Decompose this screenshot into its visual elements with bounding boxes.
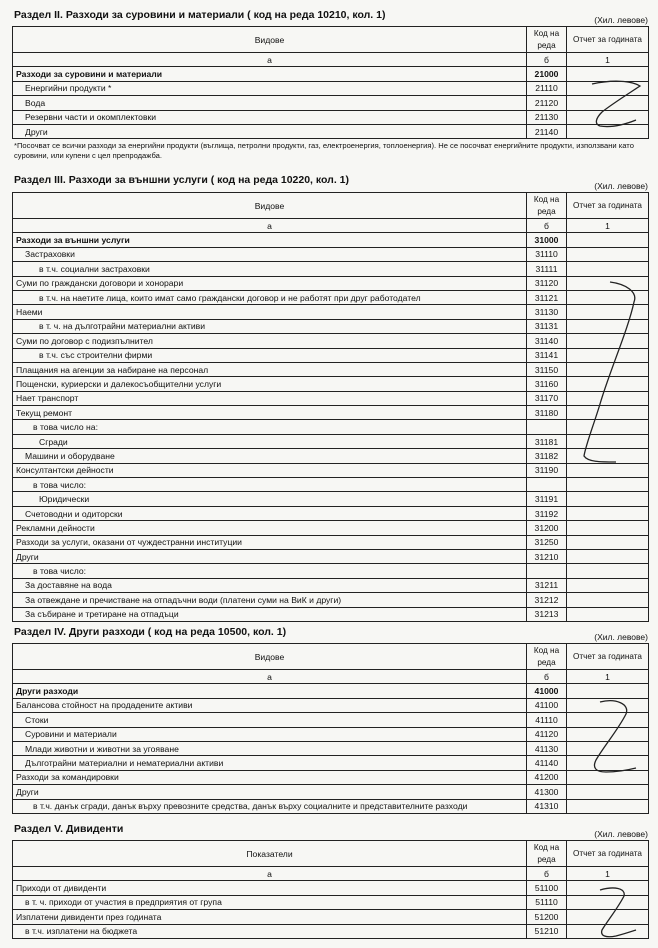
row-label: Счетоводни и одиторски	[13, 506, 527, 520]
row-label: в т.ч. социални застраховки	[13, 262, 527, 276]
table-row	[13, 881, 649, 895]
table-row	[13, 713, 649, 727]
row-label: Млади животни и животни за угояване	[13, 741, 527, 755]
row-label: Разходи за командировки	[13, 770, 527, 784]
table-row	[13, 334, 649, 348]
value-cell[interactable]	[567, 895, 649, 909]
value-cell[interactable]	[567, 81, 649, 95]
value-cell[interactable]	[567, 110, 649, 124]
row-code: 51110	[527, 895, 567, 909]
table-row	[13, 391, 649, 405]
row-code: 31210	[527, 549, 567, 563]
row-code: 31150	[527, 362, 567, 376]
section-5-title: Раздел V. Дивиденти	[14, 823, 124, 835]
row-label: Рекламни дейности	[13, 521, 527, 535]
header-name: Видове	[13, 644, 527, 670]
value-cell[interactable]	[567, 881, 649, 895]
row-code: 41200	[527, 770, 567, 784]
row-code: 21120	[527, 96, 567, 110]
row-label: Балансова стойност на продадените активи	[13, 698, 527, 712]
table-row	[13, 506, 649, 520]
table-row	[13, 434, 649, 448]
table-row	[13, 521, 649, 535]
table-row	[13, 348, 649, 362]
header-col-a: а	[13, 53, 527, 67]
section-5-unit: (Хил. левове)	[594, 829, 648, 839]
row-code: 31212	[527, 593, 567, 607]
row-label: Други	[13, 785, 527, 799]
value-cell[interactable]	[567, 924, 649, 938]
row-label: в това число на:	[13, 420, 527, 434]
row-label: Суми по договор с подизпълнител	[13, 334, 527, 348]
table-row	[13, 449, 649, 463]
row-code: 31170	[527, 391, 567, 405]
header-col-b: б	[527, 219, 567, 233]
value-cell[interactable]	[567, 67, 649, 81]
row-label: в т. ч. приходи от участия в предприятия от група	[13, 895, 527, 909]
row-label: в това число:	[13, 564, 527, 578]
table-row	[13, 535, 649, 549]
row-code: 51100	[527, 881, 567, 895]
row-label: в т.ч. със строителни фирми	[13, 348, 527, 362]
value-cell[interactable]	[567, 578, 649, 592]
header-col-a: а	[13, 670, 527, 684]
value-cell[interactable]	[567, 521, 649, 535]
value-cell[interactable]	[567, 391, 649, 405]
header-name: Видове	[13, 193, 527, 219]
table-row	[13, 785, 649, 799]
row-label: Стоки	[13, 713, 527, 727]
row-label: Машини и оборудване	[13, 449, 527, 463]
row-label: Разходи за суровини и материали	[13, 67, 527, 81]
row-label: За събиране и третиране на отпадъци	[13, 607, 527, 621]
header-col-a: а	[13, 867, 527, 881]
value-cell[interactable]	[567, 910, 649, 924]
row-code: 51200	[527, 910, 567, 924]
table-row	[13, 564, 649, 578]
table-row	[13, 81, 649, 95]
header-name: Видове	[13, 27, 527, 53]
value-cell[interactable]	[567, 741, 649, 755]
row-code: 31140	[527, 334, 567, 348]
value-cell[interactable]	[567, 564, 649, 578]
table-row	[13, 799, 649, 813]
table-row	[13, 290, 649, 304]
value-cell[interactable]	[567, 96, 649, 110]
header-report: Отчет за годината	[567, 644, 649, 670]
table-row	[13, 463, 649, 477]
table-row	[13, 770, 649, 784]
table-row	[13, 233, 649, 247]
row-label: Застраховки	[13, 247, 527, 261]
row-label: Плащания на агенции за набиране на персонал	[13, 362, 527, 376]
section-5-table	[12, 840, 649, 939]
row-label: в т. ч. на дълготрайни материални активи	[13, 319, 527, 333]
header-report: Отчет за годината	[567, 841, 649, 867]
value-cell[interactable]	[567, 334, 649, 348]
row-code: 41300	[527, 785, 567, 799]
row-label: Енергийни продукти *	[13, 81, 527, 95]
table-row	[13, 492, 649, 506]
row-code: 31110	[527, 247, 567, 261]
row-code: 41140	[527, 756, 567, 770]
row-label: Разходи за услуги, оказани от чуждестранни институции	[13, 535, 527, 549]
value-cell[interactable]	[567, 348, 649, 362]
row-code	[527, 564, 567, 578]
value-cell[interactable]	[567, 698, 649, 712]
section-2-unit: (Хил. левове)	[594, 15, 648, 25]
table-row	[13, 305, 649, 319]
value-cell[interactable]	[567, 785, 649, 799]
section-2-table	[12, 26, 649, 139]
header-col-1: 1	[567, 670, 649, 684]
row-label: Текущ ремонт	[13, 406, 527, 420]
value-cell[interactable]	[567, 549, 649, 563]
row-code: 31211	[527, 578, 567, 592]
row-label: Изплатени дивиденти през годината	[13, 910, 527, 924]
value-cell[interactable]	[567, 593, 649, 607]
table-row	[13, 262, 649, 276]
row-code: 31121	[527, 290, 567, 304]
value-cell[interactable]	[567, 247, 649, 261]
value-cell[interactable]	[567, 770, 649, 784]
row-code: 41000	[527, 684, 567, 698]
value-cell[interactable]	[567, 535, 649, 549]
row-label: Разходи за външни услуги	[13, 233, 527, 247]
section-2-title: Раздел II. Разходи за суровини и материали ( код на реда 10210, кол. 1)	[14, 9, 386, 21]
section-3-title: Раздел III. Разходи за външни услуги ( код на реда 10220, кол. 1)	[14, 174, 350, 186]
table-row	[13, 895, 649, 909]
table-row	[13, 549, 649, 563]
row-code: 31213	[527, 607, 567, 621]
value-cell[interactable]	[567, 506, 649, 520]
row-label: в т.ч. изплатени на бюджета	[13, 924, 527, 938]
table-row	[13, 593, 649, 607]
row-label: Пощенски, куриерски и далекосъобщителни услуги	[13, 377, 527, 391]
header-code: Код на реда	[527, 193, 567, 219]
value-cell[interactable]	[567, 756, 649, 770]
row-label: Суми по граждански договори и хонорари	[13, 276, 527, 290]
value-cell[interactable]	[567, 377, 649, 391]
row-label: в това число:	[13, 478, 527, 492]
row-code: 31141	[527, 348, 567, 362]
value-cell[interactable]	[567, 319, 649, 333]
row-label: в т.ч. данък сгради, данък върху превозните средства, данък върху социалните и представителните разходи	[13, 799, 527, 813]
row-code: 41120	[527, 727, 567, 741]
section-4-table	[12, 643, 649, 814]
row-code: 31131	[527, 319, 567, 333]
row-code: 31191	[527, 492, 567, 506]
value-cell[interactable]	[567, 463, 649, 477]
table-row	[13, 319, 649, 333]
header-name: Показатели	[13, 841, 527, 867]
row-code: 31111	[527, 262, 567, 276]
section-4-title: Раздел IV. Други разходи ( код на реда 10500, кол. 1)	[14, 626, 287, 638]
row-label: Други	[13, 124, 527, 138]
row-code: 41130	[527, 741, 567, 755]
row-label: Приходи от дивиденти	[13, 881, 527, 895]
header-col-1: 1	[567, 867, 649, 881]
value-cell[interactable]	[567, 362, 649, 376]
row-label: Резервни части и окомплектовки	[13, 110, 527, 124]
table-row	[13, 698, 649, 712]
value-cell[interactable]	[567, 420, 649, 434]
table-row	[13, 406, 649, 420]
header-report: Отчет за годината	[567, 27, 649, 53]
value-cell[interactable]	[567, 434, 649, 448]
value-cell[interactable]	[567, 684, 649, 698]
row-code: 51210	[527, 924, 567, 938]
table-row	[13, 478, 649, 492]
value-cell[interactable]	[567, 713, 649, 727]
row-label: Вода	[13, 96, 527, 110]
row-label: Наеми	[13, 305, 527, 319]
header-code: Код на реда	[527, 27, 567, 53]
header-code: Код на реда	[527, 644, 567, 670]
table-row	[13, 741, 649, 755]
row-code: 31000	[527, 233, 567, 247]
value-cell[interactable]	[567, 276, 649, 290]
header-col-b: б	[527, 670, 567, 684]
header-report: Отчет за годината	[567, 193, 649, 219]
value-cell[interactable]	[567, 492, 649, 506]
value-cell[interactable]	[567, 449, 649, 463]
row-label: Суровини и материали	[13, 727, 527, 741]
table-row	[13, 96, 649, 110]
row-label: Сгради	[13, 434, 527, 448]
header-col-b: б	[527, 53, 567, 67]
value-cell[interactable]	[567, 607, 649, 621]
value-cell[interactable]	[567, 290, 649, 304]
row-code	[527, 478, 567, 492]
header-col-a: а	[13, 219, 527, 233]
row-code: 21000	[527, 67, 567, 81]
table-row	[13, 420, 649, 434]
value-cell[interactable]	[567, 233, 649, 247]
value-cell[interactable]	[567, 262, 649, 276]
value-cell[interactable]	[567, 124, 649, 138]
value-cell[interactable]	[567, 727, 649, 741]
row-label: За отвеждане и пречистване на отпадъчни води (платени суми на ВиК и други)	[13, 593, 527, 607]
table-row	[13, 362, 649, 376]
row-code: 31250	[527, 535, 567, 549]
value-cell[interactable]	[567, 799, 649, 813]
row-code: 31120	[527, 276, 567, 290]
row-label: Други разходи	[13, 684, 527, 698]
table-row	[13, 67, 649, 81]
row-code: 41100	[527, 698, 567, 712]
header-col-b: б	[527, 867, 567, 881]
row-code: 41110	[527, 713, 567, 727]
row-label: Други	[13, 549, 527, 563]
table-row	[13, 684, 649, 698]
row-label: в т.ч. на наетите лица, които имат само граждански договор и не работят при друг работодател	[13, 290, 527, 304]
value-cell[interactable]	[567, 478, 649, 492]
table-row	[13, 910, 649, 924]
row-label: Юридически	[13, 492, 527, 506]
section-4-unit: (Хил. левове)	[594, 632, 648, 642]
table-row	[13, 110, 649, 124]
row-code: 21140	[527, 124, 567, 138]
section-3-table	[12, 192, 649, 622]
row-code: 31182	[527, 449, 567, 463]
value-cell[interactable]	[567, 305, 649, 319]
row-code	[527, 420, 567, 434]
table-row	[13, 276, 649, 290]
section-2-footnote: *Посочват се всички разходи за енергийни продукти (въглища, петролни продукти, газ, електроенергия, топлоенергия). Не се посочват енергийните продукти, използвани като суровини, или купени с цел препродажба.	[14, 141, 634, 160]
table-row	[13, 924, 649, 938]
row-code: 21110	[527, 81, 567, 95]
row-label: Дълготрайни материални и нематериални активи	[13, 756, 527, 770]
row-code: 31181	[527, 434, 567, 448]
table-row	[13, 124, 649, 138]
row-code: 31200	[527, 521, 567, 535]
row-code: 31192	[527, 506, 567, 520]
row-label: Нает транспорт	[13, 391, 527, 405]
header-col-1: 1	[567, 53, 649, 67]
table-row	[13, 377, 649, 391]
table-row	[13, 756, 649, 770]
table-row	[13, 727, 649, 741]
row-code: 41310	[527, 799, 567, 813]
row-code: 31130	[527, 305, 567, 319]
value-cell[interactable]	[567, 406, 649, 420]
table-row	[13, 607, 649, 621]
section-3-unit: (Хил. левове)	[594, 181, 648, 191]
header-code: Код на реда	[527, 841, 567, 867]
header-col-1: 1	[567, 219, 649, 233]
row-label: Консултантски дейности	[13, 463, 527, 477]
row-code: 31180	[527, 406, 567, 420]
row-label: За доставяне на вода	[13, 578, 527, 592]
row-code: 31190	[527, 463, 567, 477]
table-row	[13, 578, 649, 592]
row-code: 31160	[527, 377, 567, 391]
row-code: 21130	[527, 110, 567, 124]
table-row	[13, 247, 649, 261]
